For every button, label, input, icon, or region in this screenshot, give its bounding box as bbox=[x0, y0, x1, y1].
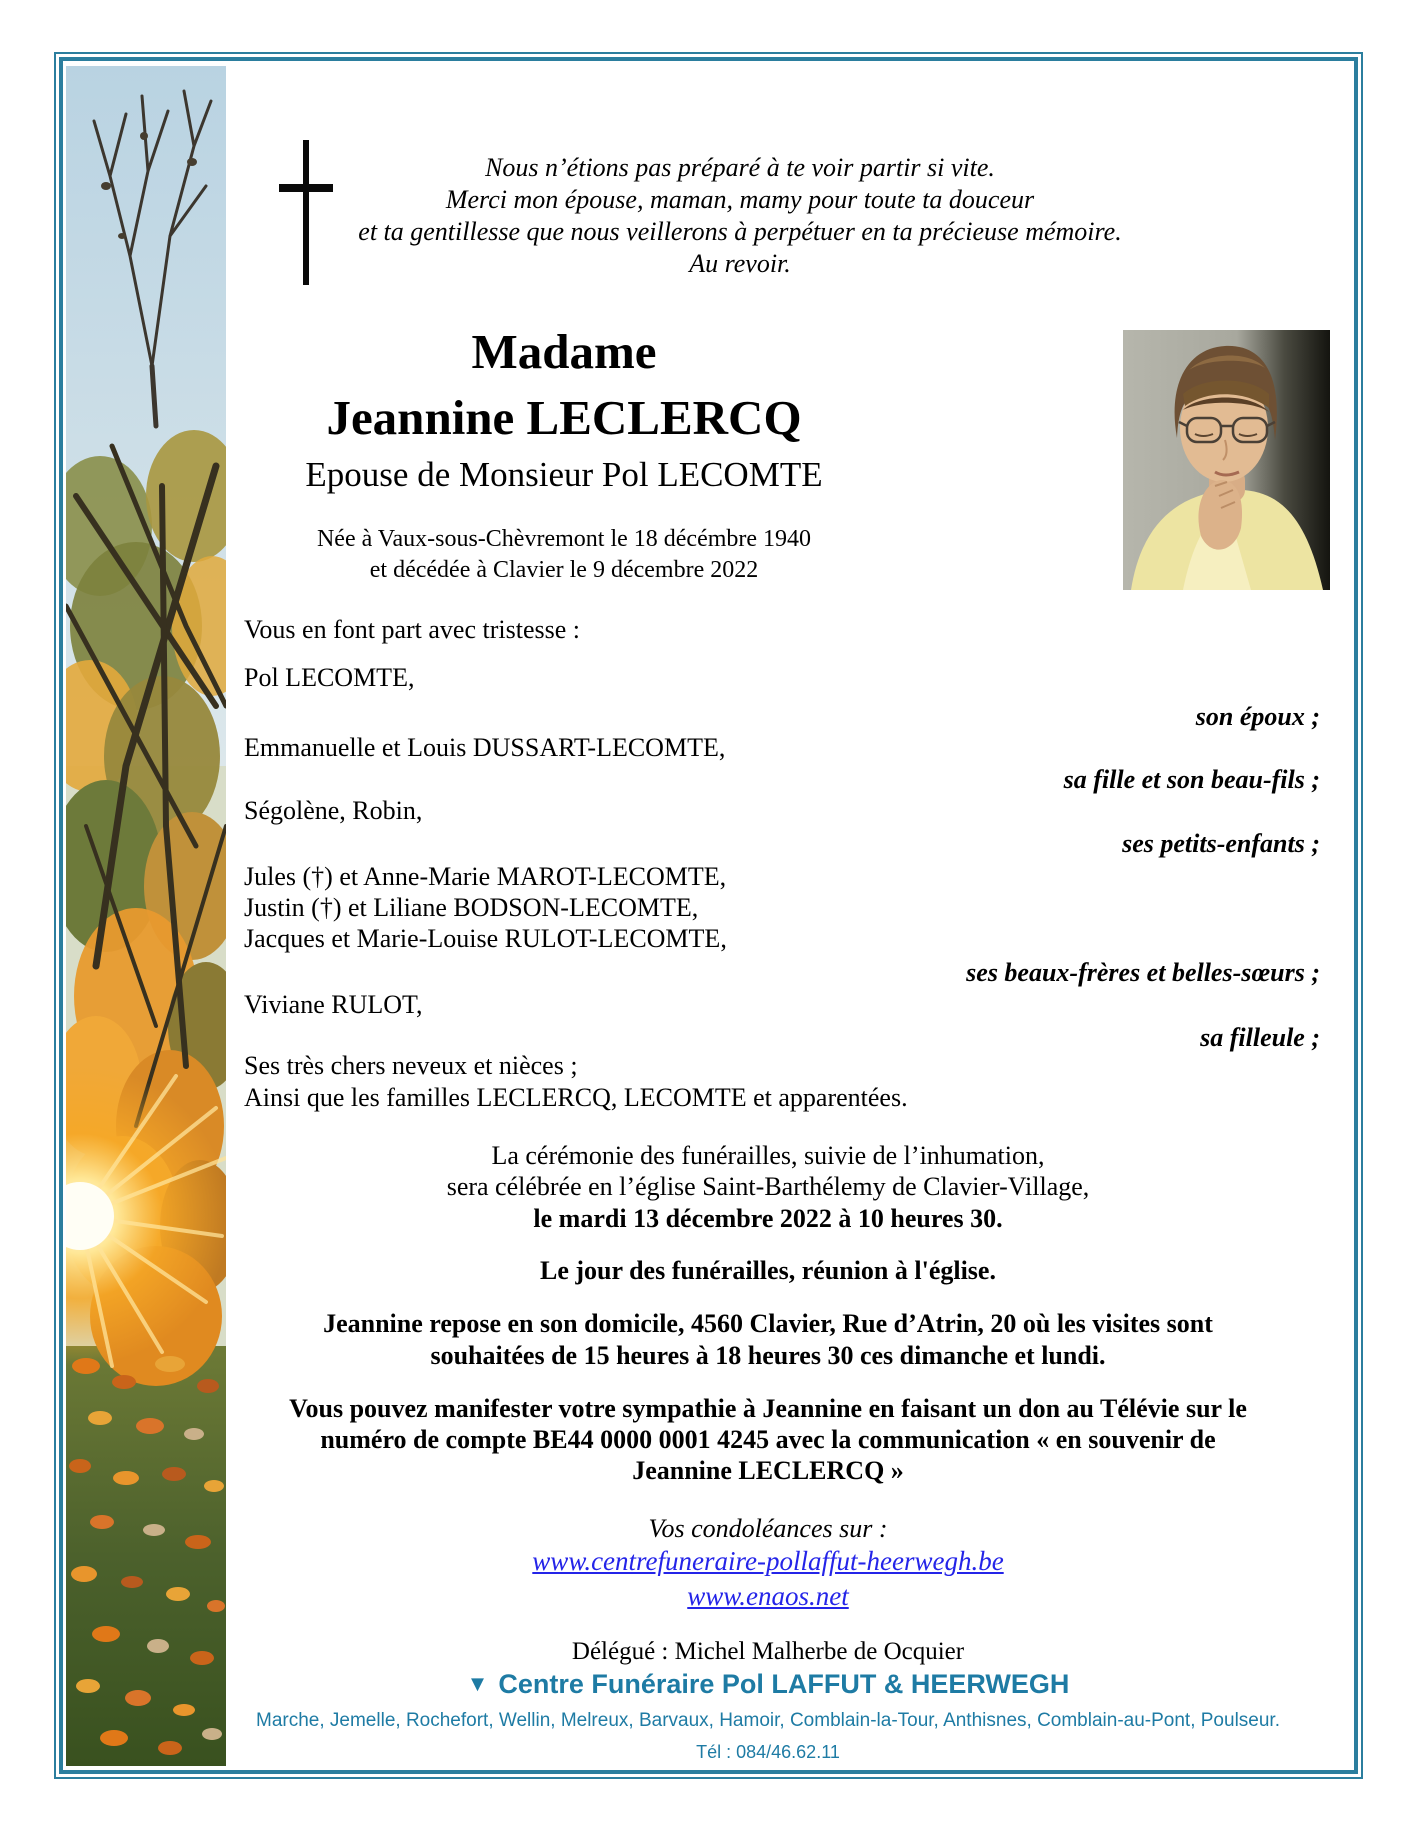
funeral-home-locations: Marche, Jemelle, Rochefort, Wellin, Melreux, Barvaux, Hamoir, Comblain-la-Tour, Anthisnes, Comblain-au-Pont, Poulseur. bbox=[256, 1710, 1280, 1731]
family-role: ses beaux-frères et belles-sœurs ; bbox=[966, 958, 1320, 987]
deceased-title: Madame bbox=[471, 324, 657, 379]
deceased-birth-line: Née à Vaux-sous-Chèvremont le 18 décémbre 1940 bbox=[316, 526, 812, 552]
delegate-line: Délégué : Michel Malherbe de Ocquier bbox=[571, 1638, 965, 1665]
donation-line: Jeannine LECLERCQ » bbox=[632, 1456, 904, 1485]
quote-line: Au revoir. bbox=[689, 249, 791, 278]
announcement-intro: Vous en font part avec tristesse : bbox=[244, 615, 580, 644]
deceased-spouse-line: Epouse de Monsieur Pol LECOMTE bbox=[305, 455, 823, 494]
ceremony-line: sera célébrée en l’église Saint-Barthélemy de Clavier-Village, bbox=[446, 1172, 1090, 1201]
condolences-link-wrap bbox=[226, 1546, 1310, 1577]
family-name: Viviane RULOT, bbox=[244, 990, 423, 1019]
condolences-link-2[interactable]: www.enaos.net bbox=[687, 1581, 849, 1611]
announcement-closing: Ainsi que les familles LECLERCQ, LECOMTE et apparentées. bbox=[244, 1083, 908, 1112]
family-name: Ségolène, Robin, bbox=[244, 796, 423, 825]
funeral-home-line bbox=[226, 1668, 1310, 1700]
family-name: Emmanuelle et Louis DUSSART-LECOMTE, bbox=[244, 733, 726, 762]
donation-line: Vous pouvez manifester votre sympathie à Jeannine en faisant un don au Télévie sur le bbox=[289, 1394, 1247, 1423]
funeral-home-name: Centre Funéraire Pol LAFFUT & HEERWEGH bbox=[498, 1669, 1070, 1699]
portrait-photo bbox=[1123, 330, 1330, 590]
funeral-home-phone: Tél : 084/46.62.11 bbox=[696, 1742, 840, 1762]
deceased-title-block bbox=[226, 286, 902, 586]
quote-line: Merci mon épouse, maman, mamy pour toute ta douceur bbox=[445, 185, 1035, 214]
visits-line: Jeannine repose en son domicile, 4560 Clavier, Rue d’Atrin, 20 où les visites sont bbox=[323, 1309, 1213, 1338]
deceased-name: Jeannine LECLERCQ bbox=[326, 390, 802, 445]
ceremony-date-line: le mardi 13 décembre 2022 à 10 heures 30. bbox=[533, 1204, 1003, 1233]
condolences-link-1[interactable]: www.centrefuneraire-pollaffut-heerwegh.be bbox=[532, 1546, 1004, 1576]
visits-line: souhaitées de 15 heures à 18 heures 30 ces dimanche et lundi. bbox=[430, 1341, 1106, 1370]
quote-line: Nous n’étions pas préparé à te voir partir si vite. bbox=[485, 153, 995, 182]
family-name: Jules (†) et Anne-Marie MAROT-LECOMTE, bbox=[244, 862, 727, 891]
quote-line: et ta gentillesse que nous veillerons à perpétuer en ta précieuse mémoire. bbox=[358, 217, 1122, 246]
family-name: Jacques et Marie-Louise RULOT-LECOMTE, bbox=[244, 924, 727, 953]
family-role: sa fille et son beau-fils ; bbox=[1063, 765, 1320, 794]
condolences-link-wrap bbox=[226, 1581, 1310, 1612]
autumn-photo-illustration bbox=[66, 66, 226, 1766]
condolences-label: Vos condoléances sur : bbox=[648, 1514, 888, 1543]
down-triangle-icon: ▼ bbox=[466, 1671, 489, 1696]
family-role: sa filleule ; bbox=[1200, 1023, 1320, 1052]
deceased-death-line: et décédée à Clavier le 9 décembre 2022 bbox=[369, 557, 759, 583]
family-name: Justin (†) et Liliane BODSON-LECOMTE, bbox=[244, 893, 699, 922]
donation-line: numéro de compte BE44 0000 0001 4245 avec la communication « en souvenir de bbox=[320, 1425, 1216, 1454]
autumn-photo-strip bbox=[66, 66, 226, 1766]
meeting-line: Le jour des funérailles, réunion à l'église. bbox=[540, 1256, 996, 1285]
announcement-closing: Ses très chers neveux et nièces ; bbox=[244, 1051, 578, 1080]
family-name: Pol LECOMTE, bbox=[244, 663, 415, 692]
family-role: son époux ; bbox=[1195, 702, 1320, 731]
ceremony-line: La cérémonie des funérailles, suivie de l’inhumation, bbox=[491, 1141, 1045, 1170]
family-role: ses petits-enfants ; bbox=[1122, 829, 1320, 858]
opening-quote bbox=[240, 152, 1240, 280]
